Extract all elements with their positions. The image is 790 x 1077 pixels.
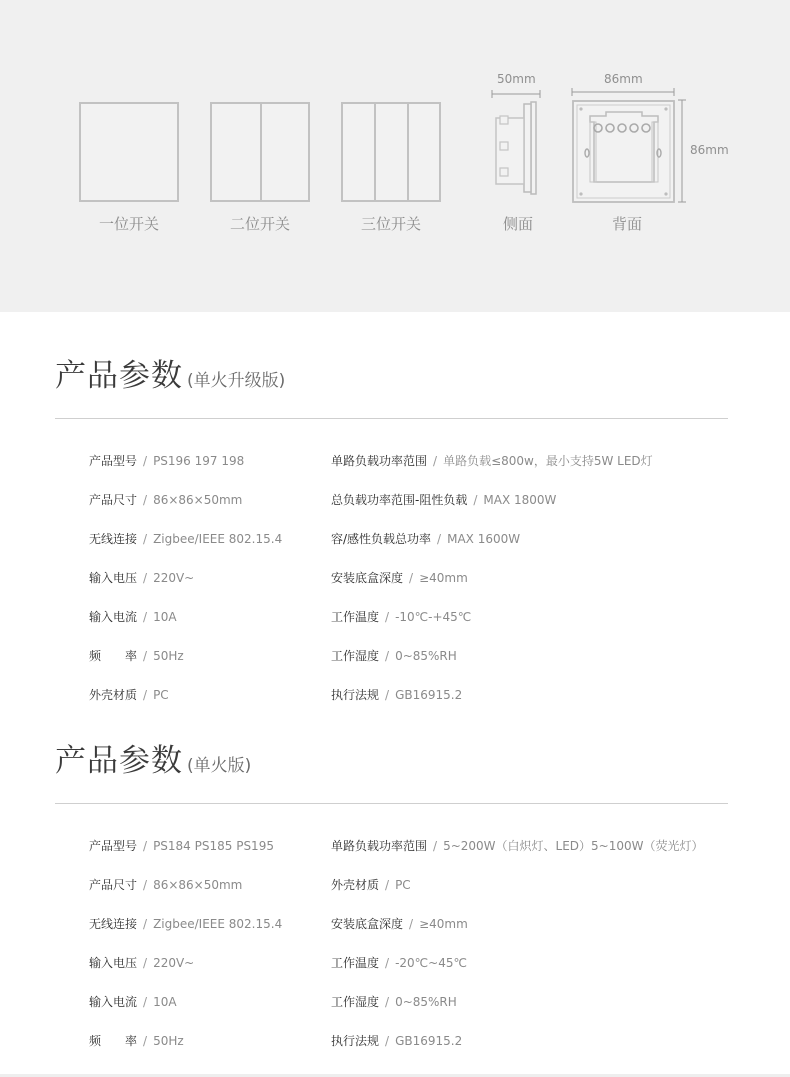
- spec-row: 产品尺寸 / 86×86×50mm: [89, 493, 243, 507]
- two-gang-caption: 二位开关: [229, 215, 290, 233]
- section1-title-text: 产品参数: [55, 358, 183, 394]
- spec-row: 输入电压 / 220V~: [89, 571, 195, 585]
- one-gang-switch-drawing: [79, 102, 179, 202]
- spec-row: 工作温度 / -20℃~45℃: [331, 956, 467, 970]
- section2-subtitle: (单火版): [187, 756, 252, 776]
- spec-row: 单路负载功率范围 / 5~200W（白炽灯、LED）5~100W（荧光灯）: [331, 839, 704, 853]
- one-gang-caption: 一位开关: [98, 215, 159, 233]
- spec-row: 输入电压 / 220V~: [89, 956, 195, 970]
- spec-row: 外壳材质 / PC: [331, 878, 411, 892]
- section1-title: [55, 350, 285, 395]
- back-width-label: 86mm: [604, 72, 643, 86]
- section2-title-text: 产品参数: [55, 743, 183, 779]
- back-view-drawing: [566, 86, 688, 206]
- spec-row: 频 率 / 50Hz: [89, 1034, 184, 1048]
- spec-row: 总负载功率范围-阻性负载 / MAX 1800W: [331, 493, 557, 507]
- section2-title: [55, 735, 251, 780]
- two-gang-switch-drawing: [210, 102, 310, 202]
- product-diagram-panel: [0, 0, 790, 312]
- section1-subtitle: (单火升级版): [187, 371, 286, 391]
- side-depth-label: 50mm: [497, 72, 536, 86]
- three-gang-caption: 三位开关: [360, 215, 421, 233]
- spec-row: 容/感性负载总功率 / MAX 1600W: [331, 532, 521, 546]
- spec-row: 产品型号 / PS184 PS185 PS195: [89, 839, 274, 853]
- spec-row: 频 率 / 50Hz: [89, 649, 184, 663]
- spec-row: 产品型号 / PS196 197 198: [89, 454, 245, 468]
- spec-row: 执行法规 / GB16915.2: [331, 688, 463, 702]
- side-caption: 侧面: [502, 215, 533, 233]
- section1-divider: [55, 418, 728, 419]
- spec-row: 输入电流 / 10A: [89, 610, 177, 624]
- back-height-label: 86mm: [690, 143, 729, 157]
- side-view-drawing: [488, 88, 548, 198]
- back-caption: 背面: [611, 215, 642, 233]
- spec-row: 输入电流 / 10A: [89, 995, 177, 1009]
- spec-row: 无线连接 / Zigbee/IEEE 802.15.4: [89, 917, 283, 931]
- spec-row: 产品尺寸 / 86×86×50mm: [89, 878, 243, 892]
- spec-row: 工作温度 / -10℃-+45℃: [331, 610, 472, 624]
- section2-divider: [55, 803, 728, 804]
- spec-row: 外壳材质 / PC: [89, 688, 169, 702]
- spec-row: 工作湿度 / 0~85%RH: [331, 995, 457, 1009]
- spec-row: 无线连接 / Zigbee/IEEE 802.15.4: [89, 532, 283, 546]
- spec-row: 执行法规 / GB16915.2: [331, 1034, 463, 1048]
- three-gang-switch-drawing: [341, 102, 441, 202]
- spec-row: 安装底盒深度 / ≥40mm: [331, 917, 468, 931]
- spec-row: 单路负载功率范围 / 单路负载≤800w，最小支持5W LED灯: [331, 454, 653, 468]
- spec-row: 安装底盒深度 / ≥40mm: [331, 571, 468, 585]
- spec-row: 工作湿度 / 0~85%RH: [331, 649, 457, 663]
